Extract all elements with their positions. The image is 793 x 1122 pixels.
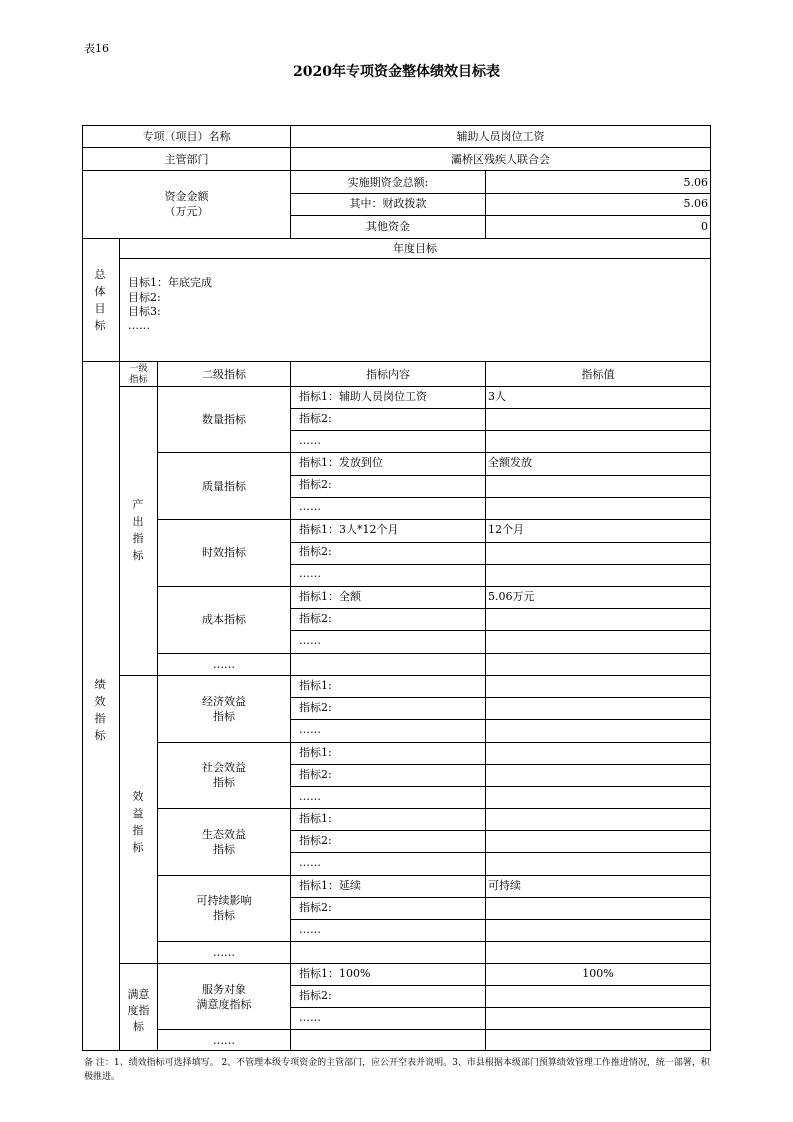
level2-header: 二级指标 bbox=[202, 368, 246, 381]
indicator-content: …… bbox=[299, 567, 321, 580]
indicator-content: …… bbox=[299, 790, 321, 803]
indicator-content: 指标1: bbox=[299, 679, 332, 692]
benefit-ellipsis: …… bbox=[213, 946, 235, 959]
indicator-content: 指标1：3人*12个月 bbox=[299, 523, 399, 536]
cost-indicator-name: 成本指标 bbox=[202, 613, 246, 626]
fiscal-value: 5.06 bbox=[683, 197, 708, 210]
document-label: 表16 bbox=[84, 42, 109, 55]
timeliness-indicator-name: 时效指标 bbox=[202, 546, 246, 559]
goal-line-2: 目标2: bbox=[128, 291, 161, 304]
indicator-content: 指标2: bbox=[299, 701, 332, 714]
fiscal-label: 其中：财政拨款 bbox=[349, 197, 427, 210]
indicator-value: 全额发放 bbox=[488, 456, 532, 469]
indicator-content: …… bbox=[299, 923, 321, 936]
goal-line-4: …… bbox=[128, 319, 150, 332]
footnote: 备 注：1、绩效指标可选择填写。 2、不管理本级专项资金的主管部门，应公开空表并说明。3、市县根据本级部门预算绩效管理工作推进情况，统一部署，积极推进。 bbox=[84, 1058, 710, 1082]
value-header: 指标值 bbox=[581, 368, 615, 381]
indicator-value: 可持续 bbox=[488, 879, 521, 892]
indicator-content: …… bbox=[299, 434, 321, 447]
goal-line-3: 目标3: bbox=[128, 305, 161, 318]
satisfaction-ellipsis: …… bbox=[213, 1034, 235, 1047]
indicator-content: 指标1: bbox=[299, 812, 332, 825]
indicator-content: 指标1: bbox=[299, 746, 332, 759]
dept-label: 主管部门 bbox=[164, 153, 209, 166]
other-value: 0 bbox=[701, 220, 708, 233]
indicator-content: 指标2: bbox=[299, 478, 332, 491]
indicator-value: 5.06万元 bbox=[488, 590, 535, 603]
page-title: 2020年专项资金整体绩效目标表 bbox=[293, 64, 500, 80]
indicator-content: 指标2: bbox=[299, 768, 332, 781]
annual-goal-label: 年度目标 bbox=[393, 242, 437, 255]
indicator-content: 指标2: bbox=[299, 834, 332, 847]
other-label: 其他资金 bbox=[366, 220, 410, 233]
indicator-content: 指标2: bbox=[299, 989, 332, 1002]
indicator-value: 3人 bbox=[488, 390, 506, 403]
content-header: 指标内容 bbox=[366, 368, 410, 381]
indicator-content: 指标1：全额 bbox=[299, 590, 361, 603]
indicator-value: 100% bbox=[582, 967, 614, 980]
indicator-content: 指标2: bbox=[299, 612, 332, 625]
indicator-content: 指标2: bbox=[299, 412, 332, 425]
indicator-content: …… bbox=[299, 634, 321, 647]
indicator-content: …… bbox=[299, 856, 321, 869]
indicator-content: 指标1：100% bbox=[299, 967, 371, 980]
quality-indicator-name: 质量指标 bbox=[202, 480, 246, 493]
indicator-content: 指标2: bbox=[299, 545, 332, 558]
indicator-content: 指标1：辅助人员岗位工资 bbox=[299, 390, 427, 403]
indicator-content: 指标2: bbox=[299, 901, 332, 914]
fund-unit-label: （万元） bbox=[164, 205, 209, 218]
goal-line-1: 目标1：年底完成 bbox=[128, 276, 212, 289]
output-ellipsis: …… bbox=[213, 658, 235, 671]
total-value: 5.06 bbox=[683, 176, 708, 189]
quantity-indicator-name: 数量指标 bbox=[202, 413, 246, 426]
indicator-content: 指标1：发放到位 bbox=[299, 456, 383, 469]
total-label: 实施期资金总额: bbox=[347, 176, 429, 189]
indicator-content: …… bbox=[299, 1011, 321, 1024]
indicator-content: …… bbox=[299, 723, 321, 736]
dept-value: 灞桥区残疾人联合会 bbox=[451, 153, 550, 166]
indicator-content: 指标1：延续 bbox=[299, 879, 361, 892]
indicator-content: …… bbox=[299, 500, 321, 513]
fund-label: 资金金额 bbox=[164, 190, 209, 203]
project-name-value: 辅助人员岗位工资 bbox=[456, 130, 545, 143]
indicator-value: 12个月 bbox=[488, 523, 524, 536]
project-name-label: 专项（项目）名称 bbox=[142, 130, 231, 143]
